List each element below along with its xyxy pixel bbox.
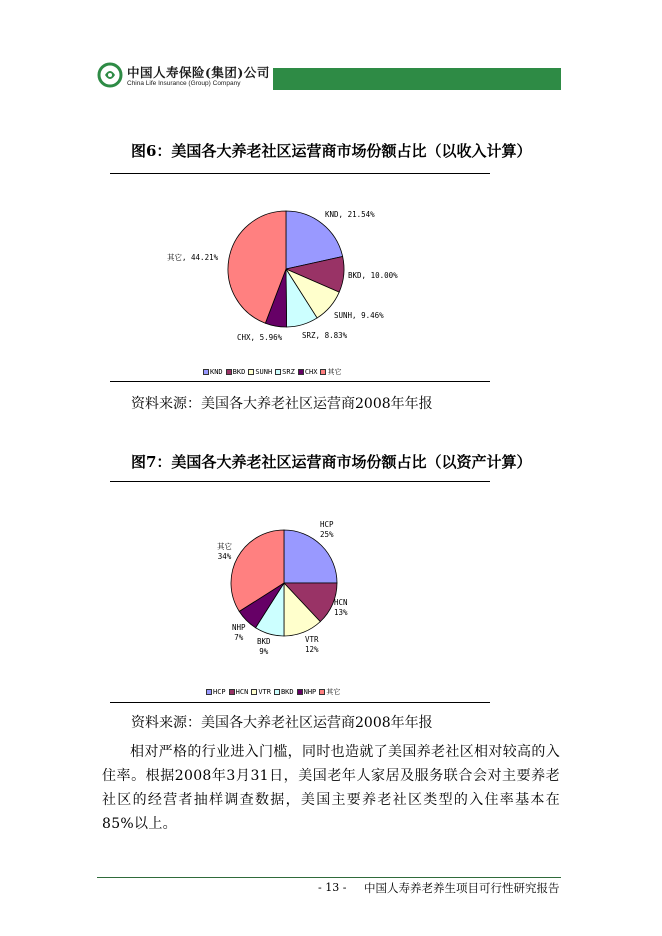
figure7-top-rule: [110, 481, 490, 482]
figure6-bottom-rule: [110, 381, 490, 382]
legend6-item: [320, 367, 341, 377]
pie7-label-hcn: [334, 598, 348, 618]
pie7-label-value: 9%: [259, 647, 269, 656]
pie7-label-nhp: [232, 623, 246, 643]
pie7-label-hcp: [320, 520, 334, 540]
pie7-label-value: 13%: [334, 608, 348, 617]
legend6-label: SUNH: [255, 368, 273, 376]
pie7-label-value: 25%: [320, 530, 334, 539]
legend7-label: HCP: [213, 688, 226, 696]
page-number: - 13 -: [318, 881, 347, 894]
pie6-label-sunh: SUNH, 9.46%: [334, 311, 384, 320]
pie6-label-srz: SRZ, 8.83%: [302, 331, 348, 340]
legend6-label: KND: [210, 368, 223, 376]
footer-rule: [97, 877, 561, 878]
legend7-item: [251, 688, 271, 696]
pie7-label-name: HCN: [334, 598, 348, 607]
figure6-top-rule: [110, 173, 490, 174]
legend6-label: BKD: [232, 368, 246, 376]
figure6-source: 资料来源：美国各大养老社区运营商2008年年报: [131, 396, 433, 412]
company-name-en: China Life Insurance (Group) Company: [127, 80, 241, 87]
pie7-label-name: 其它: [217, 542, 232, 551]
legend7-label: HCN: [235, 688, 249, 696]
pie7-label-name: BKD: [257, 637, 271, 646]
pie7-label-bkd: [257, 637, 271, 657]
legend6-label: 其它: [327, 368, 342, 376]
pie7-label-vtr: [305, 635, 319, 655]
legend6-item: [298, 368, 318, 376]
legend7-item: [297, 688, 317, 696]
legend7-item: [206, 688, 226, 696]
figure7-title: 图7：美国各大养老社区运营商市场份额占比（以资产计算）: [131, 453, 532, 471]
legend6-item: [275, 368, 295, 376]
figure6-title: 图6：美国各大养老社区运营商市场份额占比（以收入计算）: [131, 142, 532, 160]
legend7-label: NHP: [303, 688, 317, 696]
china-life-logo-icon: [97, 62, 123, 88]
legend6-item: [226, 368, 246, 376]
pie6-label-other: 其它, 44.21%: [167, 253, 219, 262]
legend7-item: [319, 687, 340, 697]
figure6-legend: [203, 367, 344, 377]
pie7-label-name: VTR: [305, 635, 319, 644]
pie7-label-value: 7%: [234, 633, 244, 642]
figure6-pie-chart: [150, 180, 490, 380]
legend7-label: 其它: [326, 688, 341, 696]
legend7-item: [274, 688, 294, 696]
pie7-label-other: [217, 542, 232, 562]
pie6-label-knd: KND, 21.54%: [325, 210, 375, 219]
body-paragraph-text: 相对严格的行业进入门槛，同时也造就了美国养老社区相对较高的入住率。根据2008年3月31日，美国老年人家居及服务联合会对主要养老社区的经营者抽样调查数据，美国主要养老社区类型的入住率基本在85%以上。: [102, 744, 560, 832]
legend6-item: [203, 368, 223, 376]
legend7-label: VTR: [258, 688, 271, 696]
pie7-label-name: NHP: [232, 623, 246, 632]
pie6-label-bkd: BKD, 10.00%: [348, 271, 398, 280]
footer-report-title: 中国人寿养老养生项目可行性研究报告: [364, 881, 560, 895]
pie7-label-value: 12%: [305, 645, 319, 654]
figure7-source: 资料来源：美国各大养老社区运营商2008年年报: [131, 715, 433, 731]
pie7-label-value: 34%: [217, 552, 232, 561]
figure7-legend: [206, 687, 343, 697]
legend6-label: SRZ: [282, 368, 295, 376]
legend7-label: BKD: [280, 688, 294, 696]
legend7-item: [229, 688, 249, 696]
legend6-item: [248, 368, 272, 376]
figure7-bottom-rule: [110, 702, 490, 703]
company-name-cn: 中国人寿保险(集团)公司: [127, 65, 270, 80]
pie6-label-chx: CHX, 5.96%: [237, 333, 283, 342]
pie7-label-name: HCP: [320, 520, 334, 529]
legend6-label: CHX: [304, 368, 318, 376]
body-paragraph: [102, 740, 560, 836]
